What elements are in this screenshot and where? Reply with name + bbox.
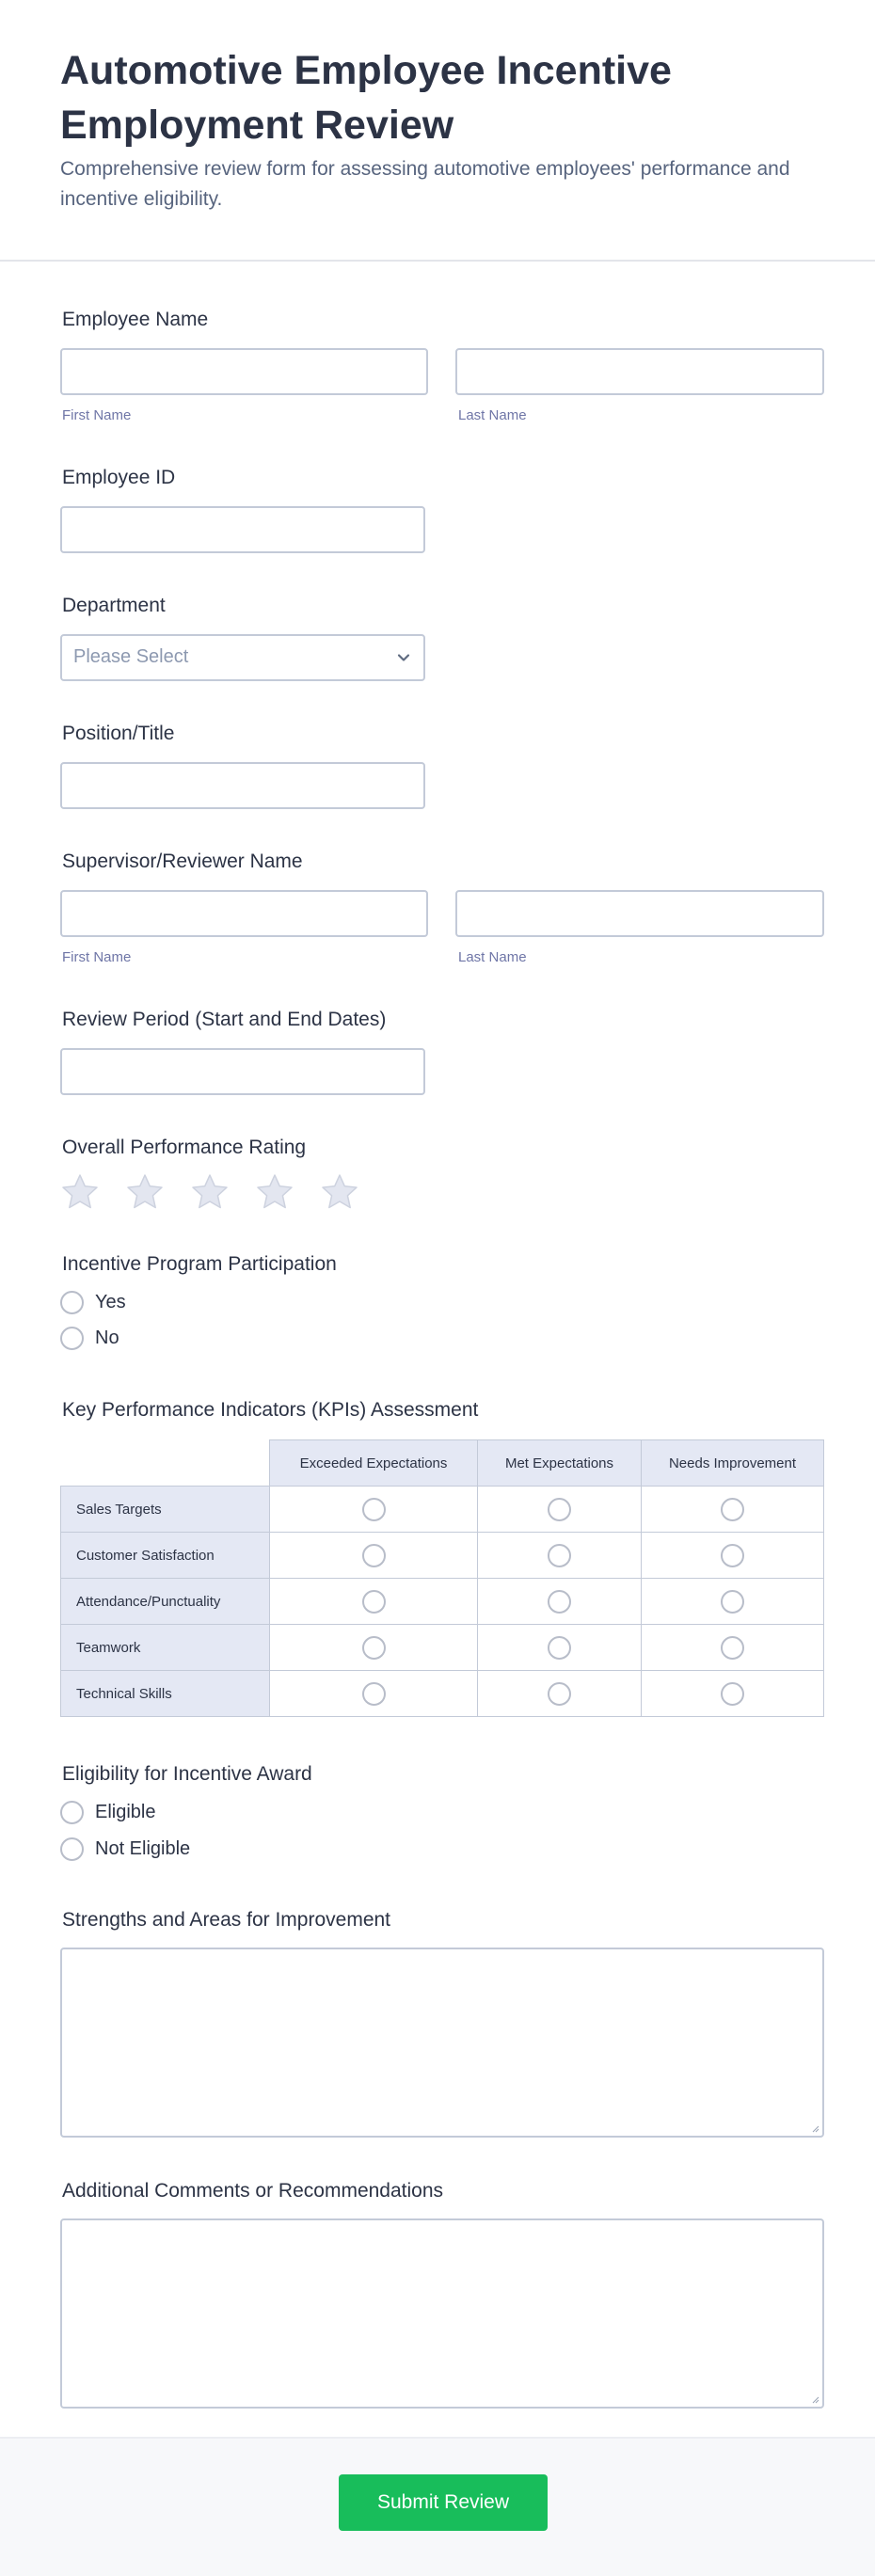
radio-button[interactable] (60, 1801, 84, 1824)
radio-button[interactable] (721, 1682, 744, 1706)
kpi-cell[interactable] (641, 1532, 824, 1579)
form-header (0, 0, 875, 262)
review-period-input[interactable] (60, 1048, 425, 1095)
employee-first-name-input[interactable] (60, 348, 428, 395)
incentive-participation-label: Incentive Program Participation (62, 1253, 337, 1275)
eligibility-label: Eligibility for Incentive Award (62, 1763, 312, 1785)
employee-id-input[interactable] (60, 506, 425, 553)
kpi-cell[interactable] (477, 1624, 642, 1671)
star-icon[interactable] (60, 1172, 100, 1212)
supervisor-first-name-sublabel: First Name (62, 949, 132, 965)
kpi-label: Key Performance Indicators (KPIs) Assessment (62, 1399, 479, 1421)
radio-label: No (95, 1328, 119, 1348)
form-footer (0, 2437, 875, 2576)
radio-button[interactable] (721, 1544, 744, 1567)
department-selected-value: Please Select (73, 646, 189, 667)
kpi-cell[interactable] (269, 1486, 478, 1533)
radio-button[interactable] (362, 1682, 386, 1706)
employee-last-name-input[interactable] (455, 348, 824, 395)
radio-button[interactable] (362, 1590, 386, 1614)
kpi-row-label: Teamwork (60, 1624, 270, 1671)
strengths-label: Strengths and Areas for Improvement (62, 1909, 391, 1931)
kpi-column-header: Exceeded Expectations (269, 1439, 478, 1487)
position-label: Position/Title (62, 723, 175, 744)
radio-button[interactable] (60, 1291, 84, 1314)
chevron-down-icon (395, 649, 412, 666)
resize-handle-icon[interactable] (810, 2394, 819, 2404)
submit-button[interactable]: Submit Review (339, 2474, 548, 2531)
star-icon[interactable] (255, 1172, 294, 1212)
radio-button[interactable] (721, 1498, 744, 1521)
strengths-textarea[interactable] (60, 1948, 824, 2138)
star-icon[interactable] (125, 1172, 165, 1212)
kpi-column-header: Needs Improvement (641, 1439, 824, 1487)
kpi-cell[interactable] (269, 1532, 478, 1579)
review-period-label: Review Period (Start and End Dates) (62, 1009, 387, 1030)
star-icon[interactable] (190, 1172, 230, 1212)
position-input[interactable] (60, 762, 425, 809)
radio-button[interactable] (362, 1544, 386, 1567)
radio-label: Yes (95, 1292, 126, 1312)
employee-last-name-sublabel: Last Name (458, 407, 527, 423)
kpi-row-label: Sales Targets (60, 1486, 270, 1533)
form-subtitle: Comprehensive review form for assessing automotive employees' performance and incentive eligibility. (60, 158, 790, 210)
kpi-cell[interactable] (269, 1578, 478, 1625)
department-select[interactable] (60, 634, 425, 681)
kpi-cell[interactable] (269, 1624, 478, 1671)
supervisor-last-name-input[interactable] (455, 890, 824, 937)
radio-button[interactable] (548, 1590, 571, 1614)
supervisor-first-name-input[interactable] (60, 890, 428, 937)
kpi-cell[interactable] (269, 1670, 478, 1717)
kpi-row-label: Customer Satisfaction (60, 1532, 270, 1579)
star-rating[interactable] (60, 1172, 380, 1214)
kpi-cell[interactable] (641, 1486, 824, 1533)
radio-button[interactable] (721, 1590, 744, 1614)
form-title: Automotive Employee Incentive Employment Review (60, 48, 672, 148)
kpi-cell[interactable] (477, 1532, 642, 1579)
kpi-cell[interactable] (477, 1486, 642, 1533)
radio-button[interactable] (60, 1837, 84, 1861)
radio-button[interactable] (548, 1498, 571, 1521)
radio-button[interactable] (548, 1636, 571, 1660)
radio-label: Not Eligible (95, 1838, 191, 1859)
kpi-cell[interactable] (641, 1670, 824, 1717)
comments-textarea[interactable] (60, 2218, 824, 2409)
supervisor-name-label: Supervisor/Reviewer Name (62, 851, 303, 872)
radio-button[interactable] (548, 1682, 571, 1706)
overall-rating-label: Overall Performance Rating (62, 1137, 307, 1158)
radio-button[interactable] (721, 1636, 744, 1660)
kpi-cell[interactable] (641, 1624, 824, 1671)
star-icon[interactable] (320, 1172, 359, 1212)
employee-id-label: Employee ID (62, 467, 176, 488)
radio-label: Eligible (95, 1802, 156, 1822)
department-label: Department (62, 595, 166, 616)
radio-button[interactable] (362, 1498, 386, 1521)
employee-name-label: Employee Name (62, 309, 209, 330)
kpi-row-label: Technical Skills (60, 1670, 270, 1717)
kpi-cell[interactable] (641, 1578, 824, 1625)
kpi-column-header: Met Expectations (477, 1439, 642, 1487)
radio-button[interactable] (548, 1544, 571, 1567)
kpi-cell[interactable] (477, 1578, 642, 1625)
employee-first-name-sublabel: First Name (62, 407, 132, 423)
resize-handle-icon[interactable] (810, 2123, 819, 2133)
comments-label: Additional Comments or Recommendations (62, 2180, 444, 2202)
kpi-cell[interactable] (477, 1670, 642, 1717)
kpi-matrix (60, 1439, 824, 1720)
radio-button[interactable] (362, 1636, 386, 1660)
radio-button[interactable] (60, 1327, 84, 1350)
kpi-row-label: Attendance/Punctuality (60, 1578, 270, 1625)
supervisor-last-name-sublabel: Last Name (458, 949, 527, 965)
